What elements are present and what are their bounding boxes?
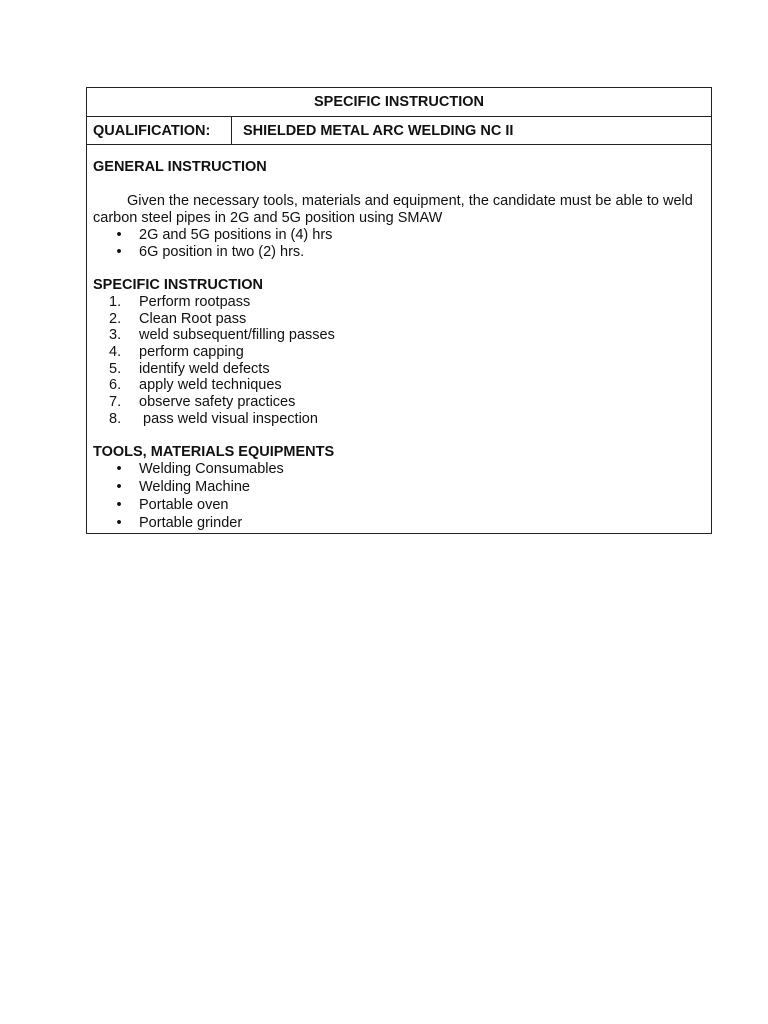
sheet-title-text: SPECIFIC INSTRUCTION — [314, 94, 484, 110]
list-item-text: Portable oven — [139, 496, 229, 513]
list-item — [93, 479, 705, 497]
list-item — [93, 227, 705, 244]
general-instruction-paragraph: Given the necessary tools, materials and equipment, the candidate must be able to weld carbon steel pipes in 2G and 5G position using SMAW — [93, 193, 693, 226]
bullet-icon: • — [116, 514, 122, 531]
step-number: 7. — [109, 394, 122, 411]
bullet-icon: • — [116, 460, 122, 477]
instruction-sheet — [86, 87, 712, 534]
bullet-icon: • — [116, 227, 122, 243]
list-item — [93, 515, 705, 533]
specific-instruction-heading: SPECIFIC INSTRUCTION — [93, 277, 263, 293]
step-number: 3. — [109, 327, 122, 344]
step-text: perform capping — [139, 344, 244, 361]
list-item-text: Welding Consumables — [139, 460, 284, 477]
qualification-value-text: SHIELDED METAL ARC WELDING NC II — [243, 122, 514, 139]
step-text: identify weld defects — [139, 360, 270, 377]
list-item — [93, 344, 705, 361]
step-text: pass weld visual inspection — [139, 410, 318, 427]
list-item — [93, 411, 705, 428]
tools-list — [93, 461, 705, 533]
qualification-value — [232, 117, 513, 144]
list-item — [93, 244, 705, 261]
step-text: weld subsequent/filling passes — [139, 327, 335, 344]
list-item — [93, 327, 705, 344]
step-text: apply weld techniques — [139, 377, 282, 394]
step-text: Perform rootpass — [139, 294, 251, 310]
general-instruction-heading: GENERAL INSTRUCTION — [93, 159, 267, 175]
qualification-label-text: QUALIFICATION: — [93, 122, 211, 139]
qualification-label — [87, 117, 232, 144]
list-item — [93, 361, 705, 378]
step-number: 2. — [109, 310, 122, 327]
step-number: 6. — [109, 377, 122, 394]
list-item — [93, 394, 705, 411]
spacer — [93, 261, 705, 277]
list-item-text: 6G position in two (2) hrs. — [139, 244, 305, 260]
step-number: 1. — [109, 294, 122, 310]
sheet-title — [87, 88, 711, 117]
spacer — [93, 428, 705, 444]
specific-instruction-steps — [93, 294, 705, 428]
step-number: 8. — [109, 410, 122, 427]
qualification-row — [87, 117, 711, 145]
list-item — [93, 311, 705, 328]
instruction-body — [87, 145, 711, 533]
step-text: observe safety practices — [139, 394, 296, 411]
bullet-icon: • — [116, 244, 122, 260]
step-number: 5. — [109, 360, 122, 377]
step-text: Clean Root pass — [139, 310, 247, 327]
step-number: 4. — [109, 344, 122, 361]
list-item — [93, 461, 705, 479]
general-instruction-bullets — [93, 227, 705, 261]
list-item-text: 2G and 5G positions in (4) hrs — [139, 227, 333, 243]
list-item-text: Portable grinder — [139, 514, 243, 531]
list-item — [93, 497, 705, 515]
list-item-text: Welding Machine — [139, 478, 250, 495]
list-item — [93, 294, 705, 311]
tools-heading: TOOLS, MATERIALS EQUIPMENTS — [93, 443, 335, 460]
list-item — [93, 377, 705, 394]
bullet-icon: • — [116, 478, 122, 495]
bullet-icon: • — [116, 496, 122, 513]
